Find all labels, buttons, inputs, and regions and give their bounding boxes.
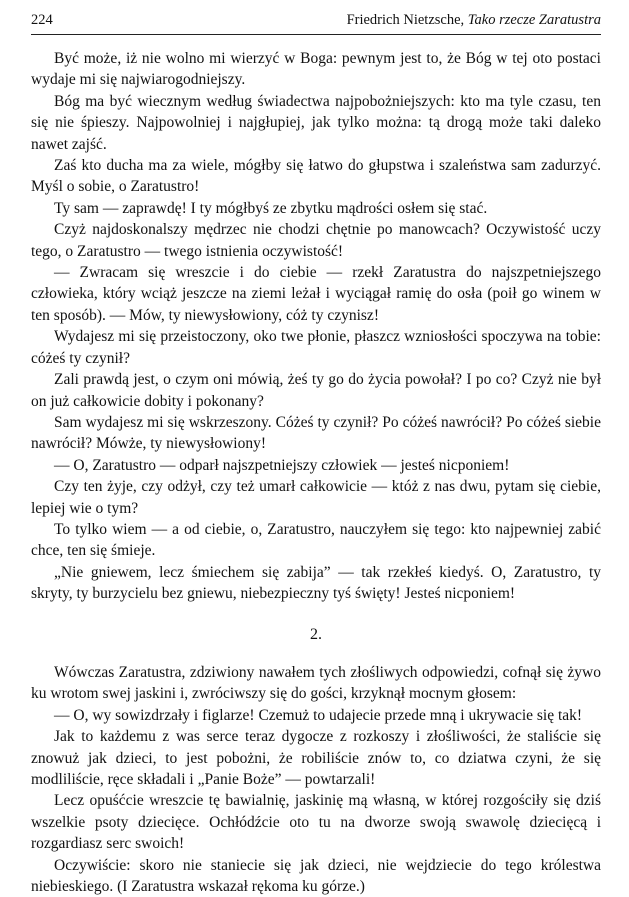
paragraph: Zaś kto ducha ma za wiele, mógłby się łatwo do głupstwa i szaleństwa sam zadurzyć. Myśl o sobie, o Zaratustro! xyxy=(31,157,601,196)
paragraph: Czyż najdoskonalszy mędrzec nie chodzi chętnie po manowcach? Oczywistość uczy tego, o Zaratustro — twego istnienia oczywistość! xyxy=(31,221,601,260)
paragraph: „Nie gniewem, lecz śmiechem się zabija” — tak rzekłeś kiedyś. O, Zaratustro, ty skryty, ty burzycielu bez gniewu, niebezpieczny tyś święty! Jesteś nicponiem! xyxy=(31,563,601,603)
book-title: Tako rzecze Zaratustra xyxy=(467,12,601,28)
paragraph: Jak to każdemu z was serce teraz dygocze z rozkoszy i złośliwości, że staliście się znowuż jak dzieci, to jest pobożni, że robiliście znów to, co dziatwa czyni, że się modliliście, ręce składali i „Panie Boże” — powtarzali! xyxy=(31,728,601,788)
paragraph: Ty sam — zaprawdę! I ty mógłbyś ze zbytku mądrości osłem się stać. xyxy=(54,199,488,217)
paragraph: — O, wy sowizdrzały i figlarze! Czemuż to udajecie przede mną i ukrywacie się tak! xyxy=(54,706,583,724)
author-name: Friedrich Nietzsche, xyxy=(346,12,465,28)
paragraph: To tylko wiem — a od ciebie, o, Zaratustro, nauczyłem się tego: kto najpewniej zabić chce, ten się śmieje. xyxy=(31,520,601,560)
running-header xyxy=(31,12,601,29)
running-title xyxy=(347,12,601,29)
paragraph: Zali prawdą jest, o czym oni mówią, żeś ty go do życia powołał? I po co? Czyż nie był on już całkowicie dobity i pokonany? xyxy=(31,371,601,410)
paragraph: Być może, iż nie wolno mi wierzyć w Boga: pewnym jest to, że Bóg w tej oto postaci wydaje mi się najwiarogodniejszy. xyxy=(31,50,601,89)
paragraph: Bóg ma być wiecznym według świadectwa najpobożniejszych: kto ma tyle czasu, ten się nie śpieszy. Najpowolniej i najgłupiej, jak tylko można: tą drogą może taki daleko nawet zajść. xyxy=(31,92,601,153)
paragraph: Wydajesz mi się przeistoczony, oko twe płonie, płaszcz wzniosłości spoczywa na tobie: cóżeś ty czynił? xyxy=(31,328,601,367)
paragraph: — O, Zaratustro — odparł najszpetniejszy człowiek — jesteś nicponiem! xyxy=(54,456,510,474)
paragraph: Sam wydajesz mi się wskrzeszony. Cóżeś ty czynił? Po cóżeś nawrócił? Po cóżeś siebie nawrócił? Mówże, ty niewysłowiony! xyxy=(31,413,601,453)
paragraph: — Zwracam się wreszcie i do ciebie — rzekł Zaratustra do najszpetniejszego człowieka, który wciąż jeszcze na ziemi leżał i wyciągał ramię do osła (poił go winem w ten sposób). — Mów, ty niewysłowiony, cóż ty czynisz! xyxy=(31,264,601,324)
paragraph: Wówczas Zaratustra, zdziwiony nawałem tych złośliwych odpowiedzi, cofnął się żywo ku wrotom swej jaskini i, zwróciwszy się do gości, krzyknął mocnym głosem: xyxy=(31,663,601,703)
page-body xyxy=(31,48,601,897)
header-rule xyxy=(31,34,601,35)
paragraph: Czy ten żyje, czy odżył, czy też umarł całkowicie — któż z nas dwu, pytam się ciebie, lepiej wie o tym? xyxy=(31,478,601,517)
section-heading: 2. xyxy=(310,625,322,643)
page-number: 224 xyxy=(31,12,53,28)
paragraph: Lecz opuśćcie wreszcie tę bawialnię, jaskinię mą własną, w której rozgościły się dziś wszelkie psoty dziecięce. Ochłódźcie oto tu na dworze swoją swawolę dziecięcą i rozgardiasz serc swoich! xyxy=(31,792,601,853)
paragraph: Oczywiście: skoro nie staniecie się jak dzieci, nie wejdziecie do tego królestwa niebieskiego. (I Zaratustra wskazał rękoma ku górze.) xyxy=(31,856,601,896)
